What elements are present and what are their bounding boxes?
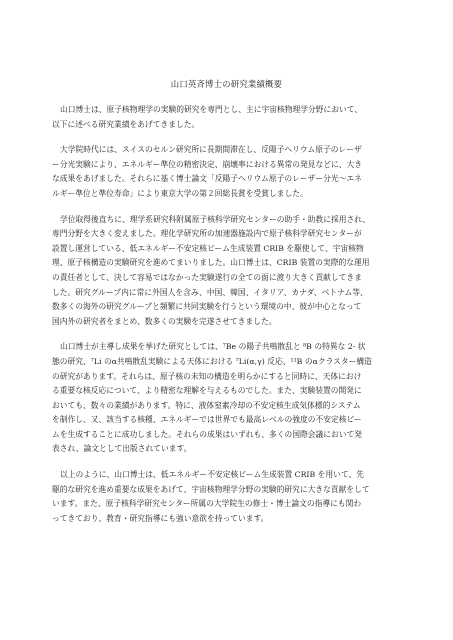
- text-line: ムを生成することに成功しました。それらの成果はいずれも、多くの国際会議において発: [52, 429, 363, 439]
- text-line: の責任者として、決して容易ではなかった実験遂行の全ての面に渡り大きく貢献してきま: [52, 272, 362, 282]
- text-line: 学位取得後直ちに、理学系研究科附属原子核科学研究センターの助手・助教に採用され、: [60, 214, 371, 224]
- paragraph-graduate-school: [52, 143, 399, 201]
- text-line: を制作し、又、該当する核種、エネルギーでは世界でも最高レベルの強度の不安定核ビー: [52, 415, 362, 425]
- text-line: 以上のように、山口博士は、低エネルギー不安定核ビーム生成装置 CRIB を用いて、先: [60, 470, 364, 480]
- text-line: な成果をあげました。それらに基く博士論文「反陽子ヘリウム原子のレーザー分光～エネ: [52, 174, 362, 184]
- paragraph-summary: [52, 468, 399, 526]
- paragraph-research-results: [52, 340, 399, 457]
- document-title: 山口英斉博士の研究業績概要: [170, 79, 283, 89]
- text-line: 態の研究、⁷Li のα共鳴散乱実験による天体における ⁷Li(α,γ) 反応、¹¹B のαクラスター構造: [52, 356, 372, 366]
- text-line: ルギー準位と準位寿命」により東京大学の第２回総長賞を受賞しました。: [52, 188, 308, 198]
- text-line: います。また、原子核科学研究センター所属の大学院生の修士・博士論文の指導にも関わ: [52, 499, 362, 509]
- paragraph-after-degree: [52, 213, 399, 330]
- text-line: 以下に述べる研究業績をあげてきました。: [52, 119, 200, 129]
- text-line: した。研究グループ内に常に外国人を含み、中国、韓国、イタリア、カナダ、ベトナム等、: [52, 287, 368, 297]
- text-line: おいても、数々の業績があります。特に、液体窒素冷却の不安定核生成気体標的システム: [52, 400, 361, 410]
- text-line: 理、原子核構造の実験研究を進めてまいりました。山口博士は、CRIB 装置の実際的な運用: [52, 258, 370, 268]
- text-line: ってきており、教育・研究指導にも強い意欲を持っています。: [52, 513, 269, 523]
- text-line: 駆的な研究を進め重要な成果をあげて、宇宙核物理学分野の実験的研究に大きな貢献をして: [52, 484, 370, 494]
- text-line: 表され、論文として出版されています。: [52, 444, 192, 454]
- document-body: [52, 103, 399, 537]
- text-line: の研究があります。それらは、原子核の未知の構造を明らかにすると同時に、天体におけ: [52, 371, 362, 381]
- text-line: 山口博士は、原子核物理学の実験的研究を専門とし、主に宇宙核物理学分野において、: [60, 105, 363, 114]
- text-line: 山口博士が主導し成果を挙げた研究としては、⁷Be の陽子共鳴散乱と ⁸B の特異な 2- 状: [60, 342, 366, 352]
- text-line: る重要な核反応について、より精密な理解を与えるものでした。また、実験装置の開発に: [52, 386, 362, 396]
- text-line: 専門分野を大きく変えました。理化学研究所の加速器施設内で原子核科学研究センターが: [52, 229, 362, 239]
- text-line: 数多くの海外の研究グループと頻繁に共同実験を行うという環境の中、彼が中心となって: [52, 302, 362, 312]
- text-line: 設置し運営している、低エネルギー不安定核ビーム生成装置 CRIB を駆使して、宇宙核物: [52, 243, 364, 253]
- text-line: 国内外の研究者をまとめ、数多くの実験を完遂させてきました。: [52, 316, 277, 326]
- text-line: 大学院時代には、スイスのセルン研究所に長期間滞在し、反陽子ヘリウム原子のレーザ: [60, 145, 362, 155]
- paragraph-intro: [52, 103, 399, 132]
- text-line: ー分光実験により、エネルギー準位の精密決定、崩壊率における異常の発見などに、大き: [52, 159, 363, 169]
